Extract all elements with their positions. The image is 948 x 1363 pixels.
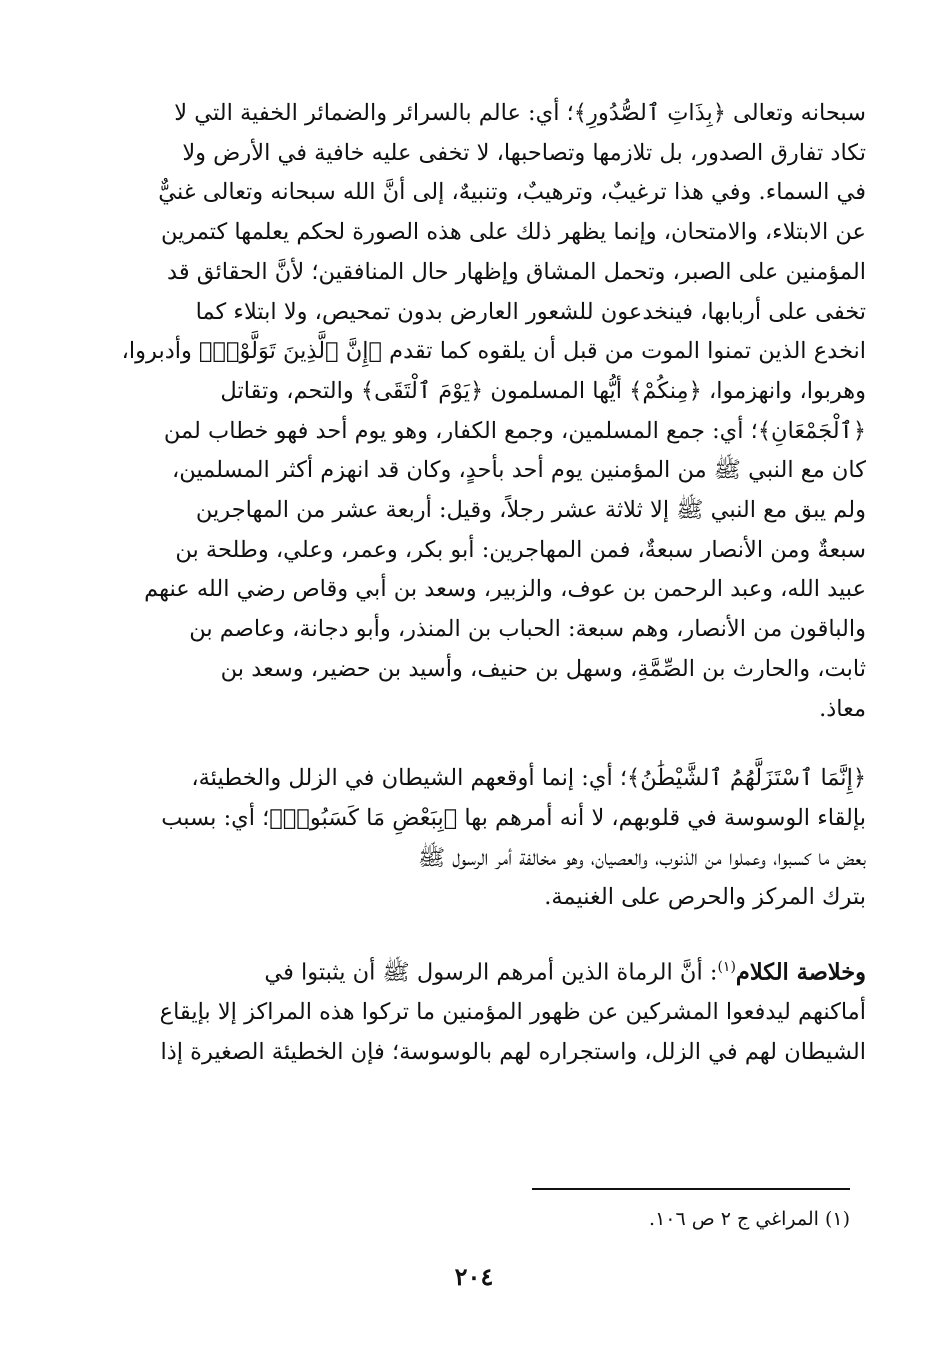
text-line: أماكنهم ليدفعوا المشركين عن ظهور المؤمنين ما تركوا هذه المراكز إلا بإيقاع xyxy=(159,999,866,1026)
summary-lead: وخلاصة الكلام xyxy=(735,959,866,986)
text-line: ثابت، والحارث بن الصِّمَّةِ، وسهل بن حنيف، وأسيد بن حضير، وسعد بن xyxy=(220,655,866,682)
summary-first-line xyxy=(84,948,866,993)
footnote-separator xyxy=(532,1188,850,1190)
paragraph-2 xyxy=(84,759,866,918)
text-line: سبحانه وتعالى ﴿بِذَاتِ ٱلصُّدُورِ﴾؛ أي: عالم بالسرائر والضمائر الخفية التي لا xyxy=(174,100,866,126)
text-line: انخدع الذين تمنوا الموت من قبل أن يلقوه كما تقدم ﴿إِنَّ ٱلَّذِينَ تَوَلَّوْا۟﴾ وأدبروا، xyxy=(121,338,866,365)
text-line: سبعةٌ ومن الأنصار سبعةٌ، فمن المهاجرين: أبو بكر، وعمر، وعلي، وطلحة بن xyxy=(175,536,866,563)
text-line: وهربوا، وانهزموا، ﴿مِنكُمْ﴾ أيُّها المسلمون ﴿يَوْمَ ٱلْتَقَى﴾ والتحم، وتقاتل xyxy=(220,377,866,404)
page-body xyxy=(84,94,866,1073)
text-line: تكاد تفارق الصدور، بل تلازمها وتصاحبها، لا تخفى عليه خافية في الأرض ولا xyxy=(182,139,866,166)
text-line: بإلقاء الوسوسة في قلوبهم، لا أنه أمرهم بها ﴿بِبَعْضِ مَا كَسَبُوا۟﴾؛ أي: بسبب xyxy=(161,804,866,831)
summary-first-line-rest: : أنَّ الرماة الذين أمرهم الرسول ﷺ أن يثبتوا في xyxy=(264,959,718,986)
text-line: معاذ. xyxy=(819,695,866,722)
paragraph-3-summary xyxy=(84,948,866,1073)
text-line: في السماء. وفي هذا ترغيبٌ، وترهيبٌ، وتنبيهٌ، إلى أنَّ الله سبحانه وتعالى غنيٌّ xyxy=(158,179,866,206)
text-line: والباقون من الأنصار، وهم سبعة: الحباب بن المنذر، وأبو دجانة، وعاصم بن xyxy=(189,616,866,643)
text-line: ولم يبق مع النبي ﷺ إلا ثلاثة عشر رجلاً، وقيل: أربعة عشر من المهاجرين xyxy=(195,497,866,524)
text-line: ﴿إِنَّمَا ٱسْتَزَلَّهُمُ ٱلشَّيْطَٰنُ﴾؛ أي: إنما أوقعهم الشيطان في الزلل والخطيئة، xyxy=(191,765,866,792)
footnote: (١) المراغي ج ٢ ص ١٠٦. xyxy=(649,1208,850,1230)
text-line: المؤمنين على الصبر، وتحمل المشاق وإظهار حال المنافقين؛ لأنَّ الحقائق قد xyxy=(167,258,866,285)
text-line: عن الابتلاء، والامتحان، وإنما يظهر ذلك على هذه الصورة لحكم يعلمها كتمرين xyxy=(160,219,866,246)
text-line: ﴿ٱلْجَمْعَانِ﴾؛ أي: جمع المسلمين، وجمع الكفار، وهو يوم أحد فهو خطاب لمن xyxy=(163,417,866,444)
text-line: كان مع النبي ﷺ من المؤمنين يوم أحد بأحدٍ، وكان قد انهزم أكثر المسلمين، xyxy=(171,457,866,484)
footnote-marker: (١) xyxy=(717,959,736,976)
text-line: الشيطان لهم في الزلل، واستجراره لهم بالوسوسة؛ فإن الخطيئة الصغيرة إذا xyxy=(160,1038,866,1065)
text-line: عبيد الله، وعبد الرحمن بن عوف، والزبير، وسعد بن أبي وقاص رضي الله عنهم xyxy=(144,576,866,603)
text-line: بترك المركز والحرص على الغنيمة. xyxy=(544,884,866,911)
text-line: تخفى على أربابها، فينخدعون للشعور العارض بدون تمحيص، ولا ابتلاء كما xyxy=(195,298,866,325)
page-number: ٢٠٤ xyxy=(454,1262,494,1291)
text-line: بعض ما كسبوا، وعملوا من الذنوب، والعصيان، وهو مخالفة أمر الرسول ﷺ xyxy=(417,844,866,871)
paragraph-1 xyxy=(84,94,866,729)
